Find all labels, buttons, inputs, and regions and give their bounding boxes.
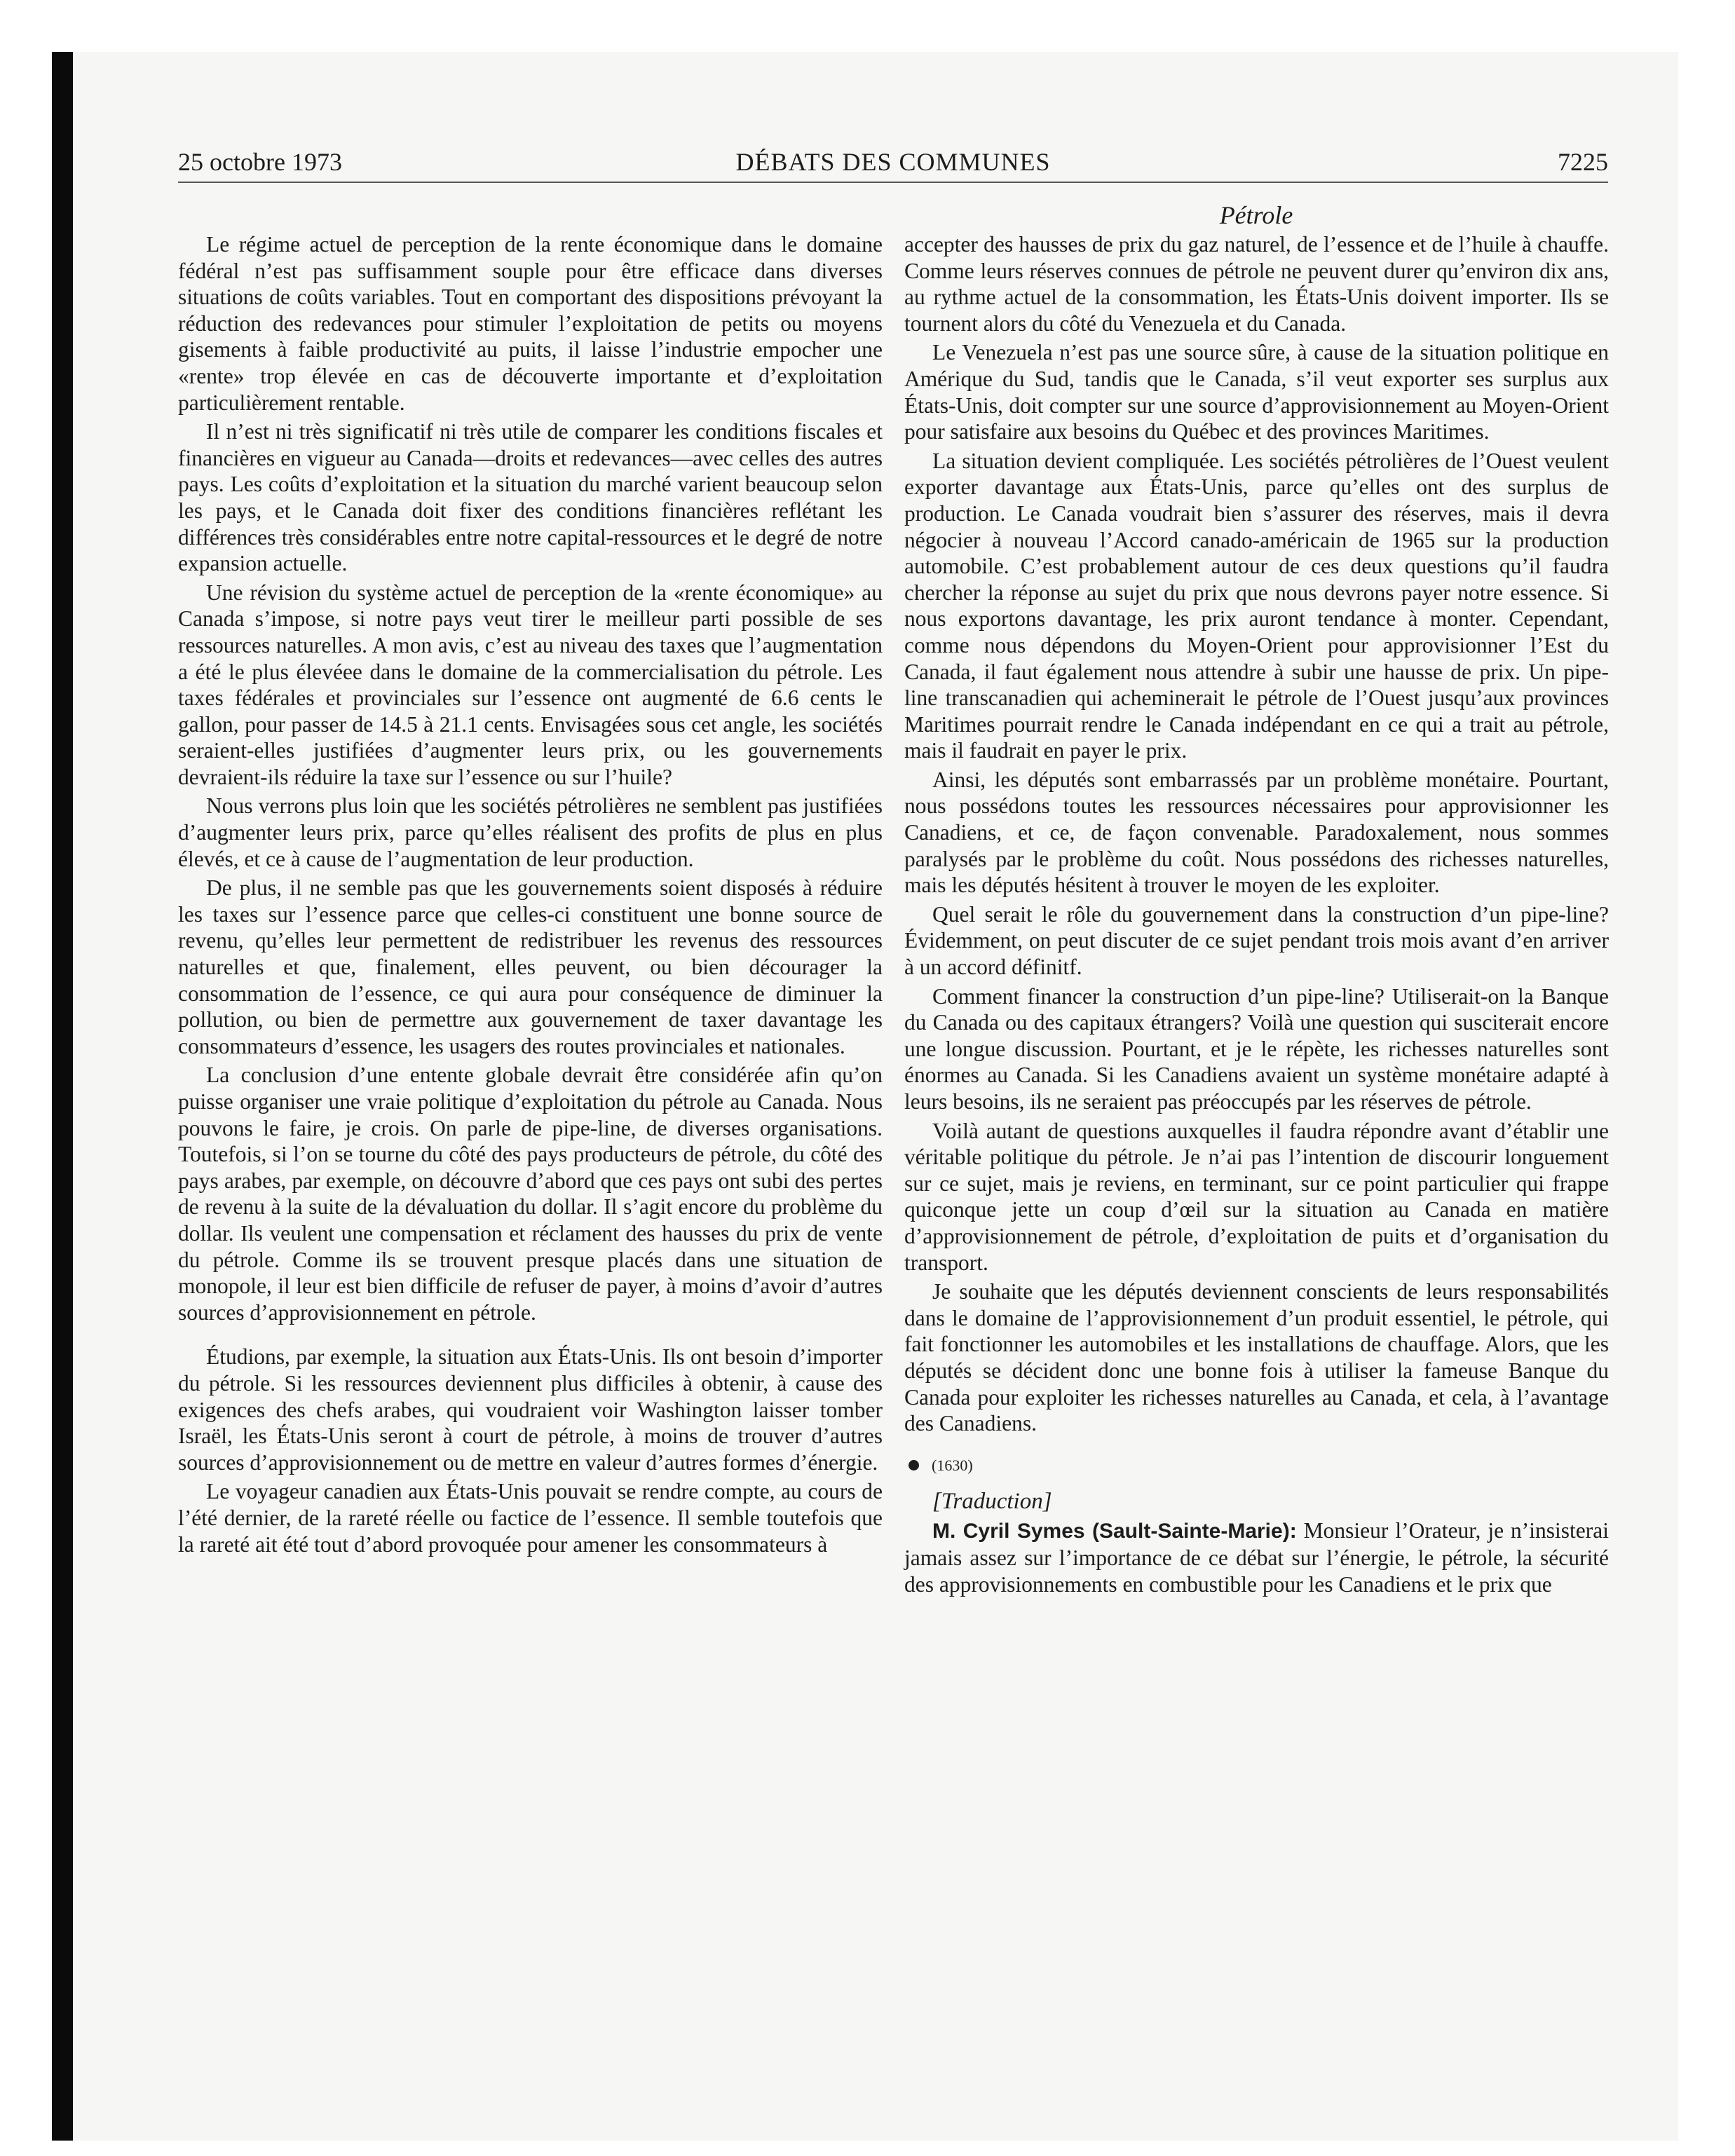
page-header [178,142,1608,183]
right-column [904,231,1609,1600]
speech-text: Monsieur l’Orateur, je n’insisterai jamais assez sur l’importance de ce débat sur l’énergie, le pétrole, la sécurité des approvisionnements en combustible pour les Canadiens et le prix que [904,1518,1609,1597]
paragraph: Le régime actuel de perception de la rente économique dans le domaine fédéral n’est pas suffisamment souple pour être efficace dans diverses situations de coûts variables. Tout en comportant des dispositions prévoyant la réduction des redevances pour stimuler l’exploitation de petits ou moyens gisements à faible productivité au puits, il laisse l’industrie empocher une «rente» trop élevée en cas de découverte importante et d’exploitation particulièrement rentable. [178,232,883,415]
header-date: 25 octobre 1973 [178,148,342,176]
paragraph: Ainsi, les députés sont embarrassés par un problème monétaire. Pourtant, nous possédons toutes les ressources nécessaires pour approvisionner les Canadiens, et ce, de façon convenable. Paradoxalement, nous sommes paralysés par le problème du coût. Nous possédons des richesses naturelles, mais les députés hésitent à trouver le moyen de les exploiter. [904,767,1609,898]
header-title: DÉBATS DES COMMUNES [735,148,1051,176]
time-marker [904,1455,1609,1476]
translation-label: [Traduction] [932,1488,1052,1514]
paragraph: La conclusion d’une entente globale devrait être considérée afin qu’on puisse organiser une vraie politique d’exploitation du pétrole au Canada. Nous pouvons le faire, je crois. On parle de pipe-line, de diverses organisations. Toutefois, si l’on se tourne du côté des pays producteurs de pétrole, du côté des pays arabes, par exemple, on découvre d’abord que ces pays ont subi des pertes de revenu à la suite de la dévaluation du dollar. Il s’agit encore du problème du dollar. Ils veulent une compensation et réclament des hausses du prix de vente du pétrole. Comme ils se trouvent presque placés dans une situation de monopole, il leur est bien difficile de refuser de payer, à moins d’avoir d’autres sources d’approvisionnement en pétrole. [178,1063,883,1325]
paragraph: La situation devient compliquée. Les sociétés pétrolières de l’Ouest veulent exporter davantage aux États-Unis, parce qu’elles ont des surplus de production. Le Canada voudrait bien s’assurer des réserves, mais il devra négocier à nouveau l’Accord canado-américain de 1965 sur la production automobile. C’est probablement autour de ces deux questions qu’il faudra chercher la réponse au sujet du prix que nous devrons payer notre essence. Si nous exportons davantage, les prix auront tendance à monter. Cependant, comme nous dépendons du Moyen-Orient pour approvisionner l’Est du Canada, il faut également nous attendre à subir une hausse de prix. Un pipe-line transcanadien qui acheminerait le pétrole de l’Ouest jusqu’aux provinces Maritimes pourrait rendre le Canada indépendant en ce qui a trait au pétrole, mais il faudrait en payer le prix. [904,448,1609,763]
paragraph: Je souhaite que les députés deviennent conscients de leurs responsabilités dans le domaine de l’approvisionnement d’un produit essentiel, le pétrole, qui fait fonctionner les automobiles et les installations de chauffage. Alors, que les députés se décident donc une bonne fois à utiliser la fameuse Banque du Canada pour exploiter les richesses naturelles au Canada, et cela, à l’avantage des Canadiens. [904,1279,1609,1436]
speaker-name: M. Cyril Symes (Sault-Sainte-Marie): [932,1520,1297,1543]
time-marker-text: (1630) [932,1456,973,1474]
paragraph: Quel serait le rôle du gouvernement dans la construction d’un pipe-line? Évidemment, on peut discuter de ce sujet pendant trois mois avant d’en arriver à un accord définitf. [904,901,1609,980]
paragraph: Voilà autant de questions auxquelles il faudra répondre avant d’établir une véritable politique du pétrole. Je n’ai pas l’intention de discourir longuement sur ce sujet, mais je reviens, en terminant, sur ce point particulier qui frappe quiconque jette un coup d’œil sur la situation au Canada en matière d’approvisionnement de pétrole, d’exploitation de puits et d’organisation du transport. [904,1118,1609,1275]
paragraph: Comment financer la construction d’un pipe-line? Utiliserait-on la Banque du Canada ou des capitaux étrangers? Voilà une question qui susciterait encore une longue discussion. Pourtant, et je le répète, les richesses naturelles sont énormes au Canada. Si les Canadiens avaient un système monétaire adapté à leurs besoins, ils ne seraient pas préoccupés par les réserves de pétrole. [904,983,1609,1114]
paragraph: Étudions, par exemple, la situation aux États-Unis. Ils ont besoin d’importer du pétrole. Si les ressources deviennent plus difficiles à obtenir, à cause des exigences des chefs arabes, qui voudraient voir Washington laisser tomber Israël, les États-Unis seront à court de pétrole, à moins de trouver d’autres sources d’approvisionnement ou de mettre en valeur d’autres formes d’énergie. [178,1344,883,1475]
paragraph: Une révision du système actuel de perception de la «rente économique» au Canada s’impose, si notre pays veut tirer le meilleur parti possible de ses ressources naturelles. A mon avis, c’est au niveau des taxes que l’augmentation a été le plus élevéee dans le domaine de la commercialisation du pétrole. Les taxes fédérales et provinciales sur l’essence ont augmenté de 6.6 cents le gallon, pour passer de 14.5 à 21.1 cents. Envisagées sous cet angle, les sociétés seraient-elles justifiées d’augmenter leurs prix, ou les gouvernements devraient-ils réduire la taxe sur l’essence ou sur l’huile? [178,580,883,789]
bullet-icon [909,1460,919,1471]
header-page-number: 7225 [1558,148,1608,176]
left-column [178,231,883,1560]
paragraph: Le Venezuela n’est pas une source sûre, à cause de la situation politique en Amérique du Sud, tandis que le Canada, s’il veut exporter ses surplus aux États-Unis, doit compter sur une source d’approvisionnement au Moyen-Orient pour satisfaire aux besoins du Québec et des provinces Maritimes. [904,340,1609,444]
section-subject: Pétrole [1219,201,1293,229]
paragraph: De plus, il ne semble pas que les gouvernements soient disposés à réduire les taxes sur l’essence parce que celles-ci constituent une bonne source de revenu, qu’elles leur permettent de redistribuer les revenus des ressources naturelles et que, finalement, elles peuvent, ou bien décourager la consommation de l’essence, ce qui aura pour conséquence de diminuer la pollution, ou bien de permettre aux gouvernement de taxer davantage les consommateurs d’essence, les usagers des routes provinciales et nationales. [178,875,883,1058]
scan-edge [52,52,73,2141]
paragraph: accepter des hausses de prix du gaz naturel, de l’essence et de l’huile à chauffe. Comme leurs réserves connues de pétrole ne peuvent durer qu’environ dix ans, au rythme actuel de la consommation, les États-Unis doivent importer. Ils se tournent alors du côté du Venezuela et du Canada. [904,232,1609,336]
paragraph: Nous verrons plus loin que les sociétés pétrolières ne semblent pas justifiées d’augmenter leurs prix, parce qu’elles réalisent des profits de plus en plus élevés, et ce à cause de l’augmentation de leur production. [178,793,883,871]
speech-paragraph [904,1517,1609,1597]
paragraph: Le voyageur canadien aux États-Unis pouvait se rendre compte, au cours de l’été dernier, de la rareté réelle ou factice de l’essence. Il semble toutefois que la rareté ait été tout d’abord provoquée pour amener les consommateurs à [178,1479,883,1557]
paragraph: Il n’est ni très significatif ni très utile de comparer les conditions fiscales et financières en vigueur au Canada—droits et redevances—avec celles des autres pays. Les coûts d’exploitation et la situation du marché varient beaucoup selon les pays, et le Canada doit fixer des conditions financières reflétant les différences très considérables entre notre capital-ressources et le degré de notre expansion actuelle. [178,419,883,576]
